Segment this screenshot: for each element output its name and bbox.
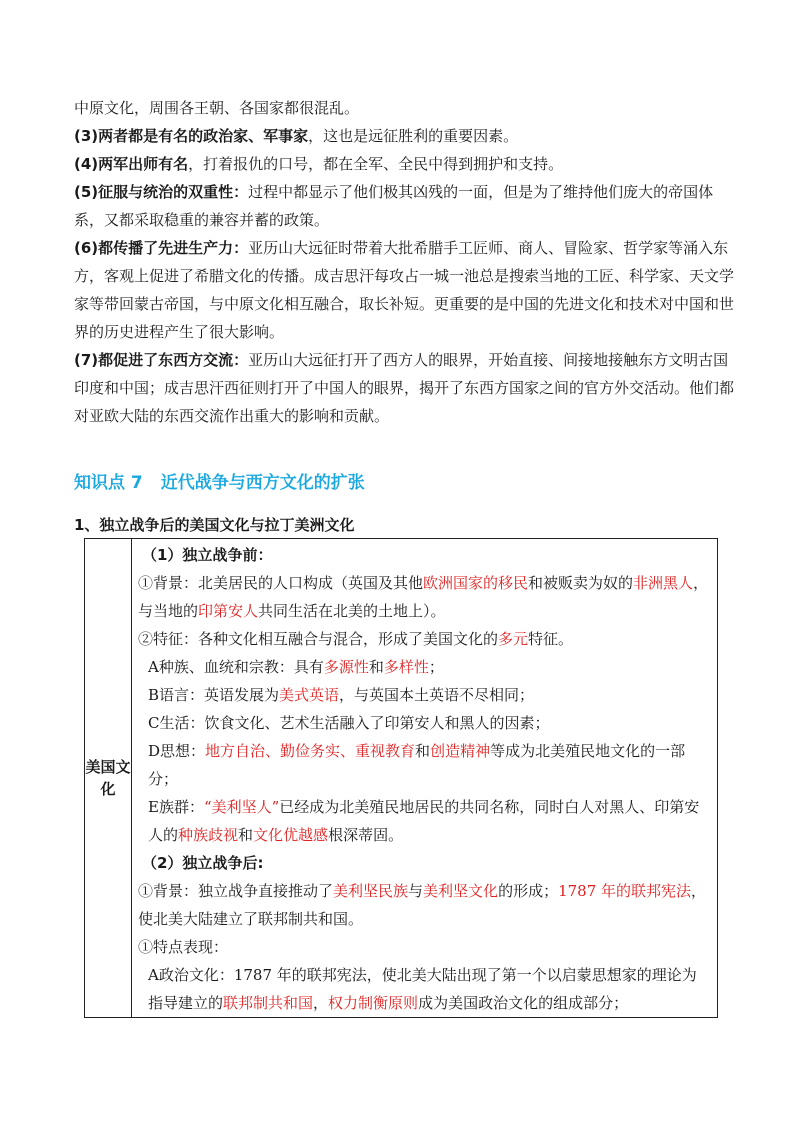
subheading: 1、独立战争后的美国文化与拉丁美洲文化 <box>74 516 355 534</box>
point-6: (6)都传播了先进生产力：亚历山大远征时带着大批希腊手工匠师、商人、冒险家、哲学家等涌入东方，客观上促进了希腊文化的传播。成吉思汗每攻占一城一池总是搜索当地的工匠、科学家、天文学家等带回蒙古帝国，与中原文化相互融合，取长补短。更重要的是中国的先进文化和技术对中国和世界的历史进程产生了很大影响。 <box>74 239 735 341</box>
culture-table <box>84 538 718 1018</box>
point-7: (7)都促进了东西方交流：亚历山大远征打开了西方人的眼界，开始直接、间接地接触东方文明古国印度和中国；成吉思汗西征则打开了中国人的眼界，揭开了东西方国家之间的官方外交活动。他们都对亚欧大陆的东西交流作出重大的影响和贡献。 <box>74 351 735 425</box>
pre-feature-b: B语言：英语发展为美式英语，与英国本土英语不尽相同； <box>148 686 535 704</box>
post-feature-a: A政治文化：1787 年的联邦宪法，使北美大陆出现了第一个以启蒙思想家的理论为指导建立的联邦制共和国，权力制衡原则成为美国政治文化的组成部分； <box>148 966 697 1012</box>
point-3: (3)两者都是有名的政治家、军事家，这也是远征胜利的重要因素。 <box>74 127 519 145</box>
table-content <box>132 539 718 1018</box>
pre-background: ①背景：北美居民的人口构成（英国及其他欧洲国家的移民和被贩卖为奴的非洲黑人，与当地的印第安人共同生活在北美的土地上）。 <box>138 574 709 620</box>
pre-feature-a: A种族、血统和宗教：具有多源性和多样性； <box>148 658 444 676</box>
table-label: 美国文化 <box>85 539 132 1018</box>
point-4: (4)两军出师有名，打着报仇的口号，都在全军、全民中得到拥护和支持。 <box>74 155 564 173</box>
pre-war-title: （1）独立战争前： <box>142 546 273 564</box>
pre-feature-d: D思想：地方自治、勤俭务实、重视教育和创造精神等成为北美殖民地文化的一部分； <box>148 742 686 788</box>
intro-paragraph-continuation: 中原文化，周围各王朝、各国家都很混乱。 <box>74 99 360 117</box>
post-feature-title: ①特点表现： <box>138 938 229 956</box>
pre-feature-c: C生活：饮食文化、艺术生活融入了印第安人和黑人的因素； <box>148 714 550 732</box>
pre-feature: ②特征：各种文化相互融合与混合，形成了美国文化的多元特征。 <box>138 630 574 648</box>
point-5: (5)征服与统治的双重性：过程中都显示了他们极其凶残的一面，但是为了维持他们庞大的帝国体系，又都采取稳重的兼容并蓄的政策。 <box>74 183 714 229</box>
section-heading: 知识点 7 近代战争与西方文化的扩张 <box>74 473 365 493</box>
post-background: ①背景：独立战争直接推动了美利坚民族与美利坚文化的形成；1787 年的联邦宪法，使北美大陆建立了联邦制共和国。 <box>138 882 707 928</box>
pre-feature-e: E族群：“美利坚人”已经成为北美殖民地居民的共同名称，同时白人对黑人、印第安人的种族歧视和文化优越感根深蒂固。 <box>148 798 700 844</box>
post-war-title: （2）独立战争后: <box>142 854 264 872</box>
